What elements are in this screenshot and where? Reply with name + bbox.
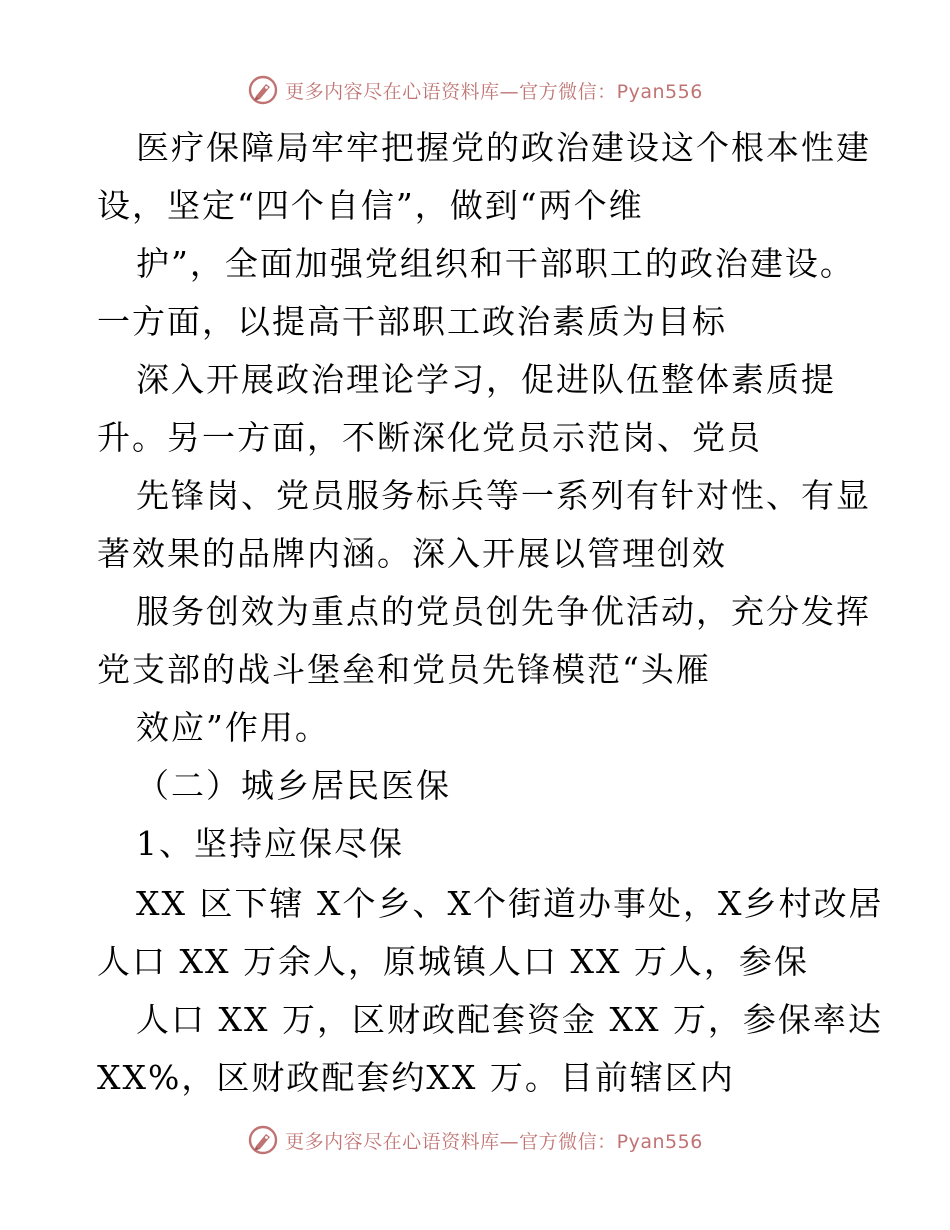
watermark-text: 更多内容尽在心语资料库—官方微信：Pyan556 — [285, 1130, 703, 1153]
paragraph-line: 党支部的战斗堡垒和党员先锋模范“头雁 — [97, 650, 711, 689]
paragraph-line: 效应”作用。 — [136, 708, 330, 747]
paragraph-line: 一方面，以提高干部职工政治素质为目标 — [97, 302, 727, 341]
paragraph-line: 升。另一方面，不断深化党员示范岗、党员 — [97, 418, 762, 457]
section-heading: （二）城乡居民医保 — [136, 766, 451, 805]
watermark-text: 更多内容尽在心语资料库—官方微信：Pyan556 — [285, 80, 703, 103]
paragraph-line: 人口 XX 万余人，原城镇人口 XX 万人，参保 — [97, 942, 809, 981]
paragraph-line: 著效果的品牌内涵。深入开展以管理创效 — [97, 534, 727, 573]
paragraph-line: 深入开展政治理论学习，促进队伍整体素质提 — [136, 360, 836, 399]
subsection-heading: 1、坚持应保尽保 — [136, 824, 404, 863]
paragraph-line: 医疗保障局牢牢把握党的政治建设这个根本性建 — [136, 128, 871, 167]
paragraph-line: 先锋岗、党员服务标兵等一系列有针对性、有显 — [136, 476, 871, 515]
paragraph-line: 护”，全面加强党组织和干部职工的政治建设。 — [136, 244, 855, 283]
paragraph-line: 服务创效为重点的党员创先争优活动，充分发挥 — [136, 592, 871, 631]
paragraph-line: XX%，区财政配套约XX 万。目前辖区内 — [97, 1058, 735, 1097]
paragraph-line: 设，坚定“四个自信”，做到“两个维 — [97, 186, 644, 225]
footer-watermark — [0, 1123, 950, 1157]
pen-nib-logo-icon — [247, 1124, 279, 1156]
paragraph-line: XX 区下辖 X个乡、X个街道办事处，X乡村改居 — [136, 884, 884, 923]
paragraph-line: 人口 XX 万，区财政配套资金 XX 万，参保率达 — [136, 1000, 883, 1039]
